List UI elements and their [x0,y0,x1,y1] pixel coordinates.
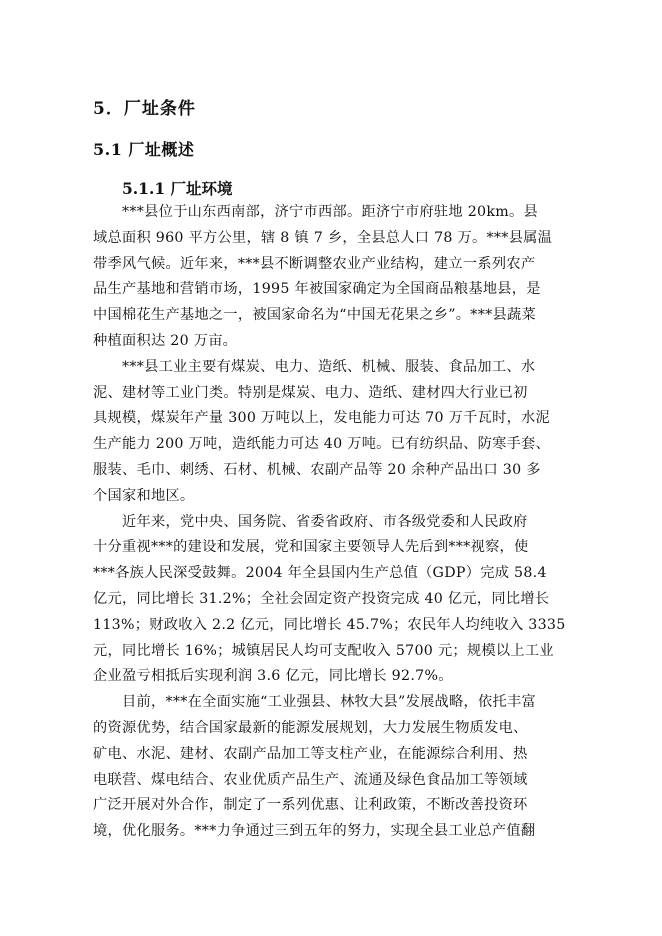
text-line: 服装、毛巾、刺绣、石材、机械、农副产品等 20 余种产品出口 30 多 [93,461,541,478]
paragraph-industry [93,355,583,510]
text-line: 具规模，煤炭年产量 300 万吨以上，发电能力可达 70 万千瓦时，水泥 [93,410,551,427]
text-line: 十分重视***的建设和发展，党和国家主要领导人先后到***视察，使 [93,539,529,556]
text-line: 的资源优势，结合国家最新的能源发展规划，大力发展生物质发电、 [93,719,528,736]
text-line: 矿电、水泥、建材、农副产品加工等支柱产业，在能源综合利用、热 [93,745,528,762]
subsection-heading: 5.1 厂址概述 [93,140,195,159]
text-line: 广泛开展对外合作，制定了一系列优惠、让利政策，不断改善投资环 [93,797,528,814]
text-line: 亿元，同比增长 31.2%；全社会固定资产投资完成 40 亿元，同比增长 [93,590,550,607]
text-line: ***县位于山东西南部，济宁市西部。距济宁市府驻地 20km。县 [122,204,538,220]
text-line: 元，同比增长 16%；城镇居民人均可支配收入 5700 元；规模以上工业 [93,642,554,659]
paragraph-location [93,200,583,355]
text-line: 生产能力 200 万吨，造纸能力可达 40 万吨。已有纺织品、防寒手套、 [93,436,551,453]
text-line: 企业盈亏相抵后实现利润 3.6 亿元，同比增长 92.7%。 [93,668,453,685]
text-line: 带季风气候。近年来，***县不断调整农业产业结构，建立一系列农产 [93,255,536,272]
section-heading: 5．厂址条件 [93,99,196,119]
text-line: 近年来，党中央、国务院、省委省政府、市各级党委和人民政府 [122,513,528,530]
text-line: 境，优化服务。***力争通过三到五年的努力，实现全县工业总产值翻 [93,823,536,840]
subsubsection-heading: 5.1.1 厂址环境 [122,179,233,198]
paragraph-economy [93,510,583,691]
text-line: 电联营、煤电结合、农业优质产品生产、流通及绿色食品加工等领域 [93,771,528,788]
text-line: 泥、建材等工业门类。特别是煤炭、电力、造纸、建材四大行业已初 [93,384,528,401]
body-text [93,200,583,845]
text-line: 品生产基地和营销市场，1995 年被国家确定为全国商品粮基地县，是 [93,281,541,298]
text-line: 个国家和地区。 [93,487,195,504]
paragraph-strategy [93,690,583,845]
text-line: 中国棉花生产基地之一，被国家命名为“中国无花果之乡”。***县蔬菜 [93,307,536,324]
text-line: ***县工业主要有煤炭、电力、造纸、机械、服装、食品加工、水 [122,358,536,375]
text-line: 113%；财政收入 2.2 亿元，同比增长 45.7%；农民年人均纯收入 3335 [93,616,566,633]
text-line: 目前，***在全面实施“工业强县、林牧大县”发展战略，依托丰富 [122,694,536,711]
text-line: ***各族人民深受鼓舞。2004 年全县国内生产总值（GDP）完成 58.4 [93,565,547,582]
text-line: 种植面积达 20 万亩。 [93,332,238,349]
text-line: 域总面积 960 平方公里，辖 8 镇 7 乡，全县总人口 78 万。***县属温 [93,229,553,246]
